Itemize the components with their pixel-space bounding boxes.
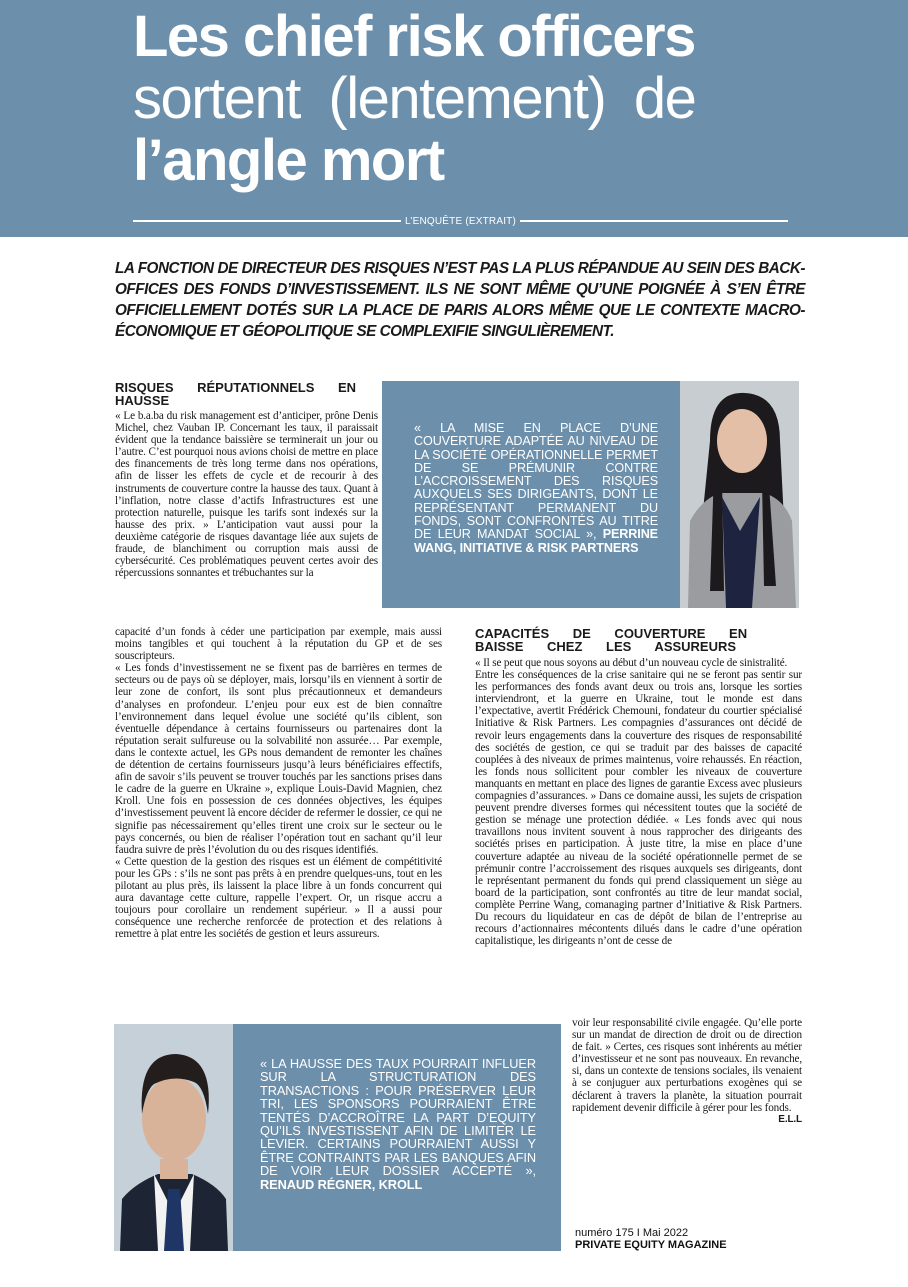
rubric [133, 213, 788, 229]
article-title [133, 6, 793, 192]
section-1-heading: RISQUES RÉPUTATIONNELS EN HAUSSE [115, 380, 357, 408]
author-signature: E.L.L [778, 1113, 802, 1125]
magazine-name: PRIVATE EQUITY MAGAZINE [575, 1239, 727, 1251]
portrait-image [680, 381, 799, 608]
quote-attribution: PERRINE WANG, INITIATIVE & RISK PARTNERS [414, 527, 658, 555]
portrait-photo-perrine-wang [680, 381, 799, 608]
pull-quote-regner [233, 1024, 561, 1251]
section-1-paragraph-3: « Cette question de la gestion des risques est un élément de compétitivité pour les GPs : s’ils ne sont pas prêts à en prendre quelques-uns, tout en les pilotant au plus près, ils laissent la place libre à un fonds concurrent qui aura davantage cette culture, rappelle l’expert. Or, un risque accru a toujours pour corollaire un rendement supérieur. » Il a aussi pour conséquence une recherche renforcée de protection et des relations à remettre à plat entre les sociétés de gestion et leurs assureurs. [115, 855, 442, 941]
rubric-label: L’ENQUÊTE (EXTRAIT) [404, 215, 517, 227]
title-line-1: Les chief risk officers [133, 4, 695, 69]
section-2-heading: CAPACITÉS DE COUVERTURE EN BAISSE CHEZ LES ASSUREURS [475, 626, 748, 654]
title-line-3: l’angle mort [133, 128, 444, 193]
portrait-photo-renaud-regner [114, 1024, 233, 1251]
section-1-top [115, 381, 378, 579]
lead-paragraph: LA FONCTION DE DIRECTEUR DES RISQUES N’EST PAS LA PLUS RÉPANDUE AU SEIN DES BACK-OFFICES DES FONDS D’INVESTISSEMENT. ILS NE SONT MÊME QU’UNE POIGNÉE À S’EN ÊTRE OFFICIELLEMENT DOTÉS SUR LA PLACE DE PARIS ALORS MÊME QUE LE CONTEXTE MACRO-ÉCONOMIQUE ET GÉOPOLITIQUE SE COMPLEXIFIE SINGULIÈREMENT. [115, 260, 805, 340]
section-1-paragraph-1b: capacité d’un fonds à céder une participation par exemple, mais aussi moins tangibles et qui touchent à la réputation du GP et de ses souscripteurs. [115, 626, 442, 663]
page-footer [575, 1227, 727, 1251]
section-2-paragraph-2a: Entre les conséquences de la crise sanitaire qui ne se feront pas sentir sur les performances des fonds avant deux ou trois ans, lorsque les sorties interviendront, et la guerre en Ukraine, tout le monde est dans l’expectative, avertit Frédérick Chemouni, fondateur du courtier spécialisé Initiative & Risk Partners. Les compagnies d’assurances ont décidé de revoir leurs engagements dans la couverture des risques de responsabilité des sociétés de gestion, ce qui se traduit par des baisses de capacité couplées à des niveaux de primes maintenus, voire rehaussés. En réaction, les fonds nous sollicitent pour combler les niveaux de couverture manquants en mettant en place des lignes de garantie Excess avec plusieurs compagnies d’assurances. » Dans ce domaine aussi, les sujets de crispation peuvent prendre diverses formes qui nécessitent toutes que la société de gestion se ménage une protection dédiée. « Les fonds avec qui nous travaillons nous invitent souvent à nous rapprocher des dirigeants des sociétés prises en participation. À juste titre, la mise en place d’une couverture adaptée au niveau de la société opérationnelle permet de se prémunir contre l’accroissement des risques auxquels ses dirigeants, dont le représentant permanent du fonds qui prend classiquement un siège au board de la participation, sont confrontés au titre de leur mandat social, complète Perrine Wang, comanaging partner d’Initiative & Risk Partners. Du recours du liquidateur en cas de dépôt de bilan de l’entreprise au recours d’actionnaires mécontents dilués dans le cadre d’une opération capitalistique, les dirigeants n’ont de cesse de [475, 669, 802, 948]
portrait-image [114, 1024, 233, 1251]
quote-text: « LA HAUSSE DES TAUX POURRAIT INFLUER SUR LA STRUCTURATION DES TRANSACTIONS : POUR PRÉSERVER LEUR TRI, LES SPONSORS POURRAIENT ÊTRE TENTÉS D’ACCROÎTRE LA PART D’EQUITY QU’ILS INVESTISSENT AFIN DE LIMITER LE LEVIER. CERTAINS POURRAIENT AUSSI Y ÊTRE CONTRAINTS PAR LES BANQUES AFIN DE VOIR LEUR DOSSIER ACCEPTÉ », [260, 1056, 536, 1179]
header-banner [0, 0, 908, 237]
quote-attribution: RENAUD RÉGNER, KROLL [260, 1176, 423, 1192]
section-1-paragraph-2: « Les fonds d’investissement ne se fixent pas de barrières en termes de secteurs ou de pays où se déployer, mais, lorsqu’ils en viennent à sortir de leur zone de confort, ils sont plus précautionneux et demandeurs d’analyses en profondeur. L’enjeu pour eux est de bien connaître l’environnement dans lequel évolue une société qu’ils ciblent, son éventuelle dépendance à certains fournisseurs ou partenaires dont la réputation serait sulfureuse ou la solvabilité non assurée… Par exemple, dans le contexte actuel, les GPs nous demandent de remonter les chaînes de détention de certains fournisseurs jusqu’à leurs bénéficiaires effectifs, afin de savoir s’ils peuvent se trouver touchés par les sanctions prises dans le cadre de la guerre en Ukraine », explique Louis-David Magnien, chez Kroll. Une fois en possession de ces données objectives, les équipes d’investissement peuvent là encore décider de refermer le dossier, ce qui ne signifie pas nécessairement qu’elles tirent une croix sur le secteur ou le pays concernés, ou bien de réaliser l’opération tout en sachant qu’il leur faudra suivre de près l’évolution du ou des risques identifiés. [115, 662, 442, 856]
quote-text: « LA MISE EN PLACE D’UNE COUVERTURE ADAPTÉE AU NIVEAU DE LA SOCIÉTÉ OPÉRATIONNELLE PERMET DE SE PRÉMUNIR CONTRE L’ACCROISSEMENT DES RISQUES AUXQUELS SES DIRIGEANTS, DONT LE REPRÉSENTANT PERMANENT DU FONDS, SONT CONFRONTÉS AU TITRE DE LEUR MANDAT SOCIAL », [414, 421, 658, 542]
section-1-paragraph-1a: « Le b.a.ba du risk management est d’anticiper, prône Denis Michel, chez Vauban IP. Concernant les taux, il paraissait évident que la tendance baissière se terminerait un jour ou l’autre. C’est pourquoi nous avions choisi de mettre en place des financements de très long terme dans nos opérations, afin de lisser les effets de cycle et de recourir à des instruments de couverture contre la hausse des taux. Quant à l’inflation, notre classe d’actifs Infrastructures est une protection naturelle, puisque les tarifs sont indexés sur la hausse des prix. » L’anticipation vaut aussi pour la deuxième catégorie de risques davantage liée aux sujets de fraude, de blanchiment ou corruption mais aussi de cybersécurité. Ces problématiques peuvent certes avoir des répercussions sonnantes et trébuchantes sur la [115, 410, 378, 580]
pull-quote-wang [382, 381, 680, 608]
pull-quote-regner-text [260, 1057, 536, 1191]
section-2-paragraph-1: « Il se peut que nous soyons au début d’un nouveau cycle de sinistralité. [475, 657, 788, 669]
section-2 [475, 627, 802, 947]
section-2-continued [572, 1017, 802, 1126]
pull-quote-wang-text [414, 422, 658, 555]
section-1-bottom [115, 626, 442, 940]
divider-right [520, 220, 788, 222]
section-2-paragraph-2b: voir leur responsabilité civile engagée. Qu’elle porte sur un mandat de direction de droit ou de direction de fait. » Certes, ces risques sont inhérents au métier d’investisseur et ne sont pas nouveaux. En revanche, si, dans un contexte de tensions sociales, ils venaient à se conjuguer aux perturbations exogènes qui se déclarent à travers la planète, la situation pourrait rapidement devenir difficile à gérer pour les fonds. [572, 1017, 802, 1114]
divider-left [133, 220, 401, 222]
title-line-2: sortent (lentement) de [133, 66, 696, 131]
issue-number: numéro 175 I Mai 2022 [575, 1227, 689, 1239]
